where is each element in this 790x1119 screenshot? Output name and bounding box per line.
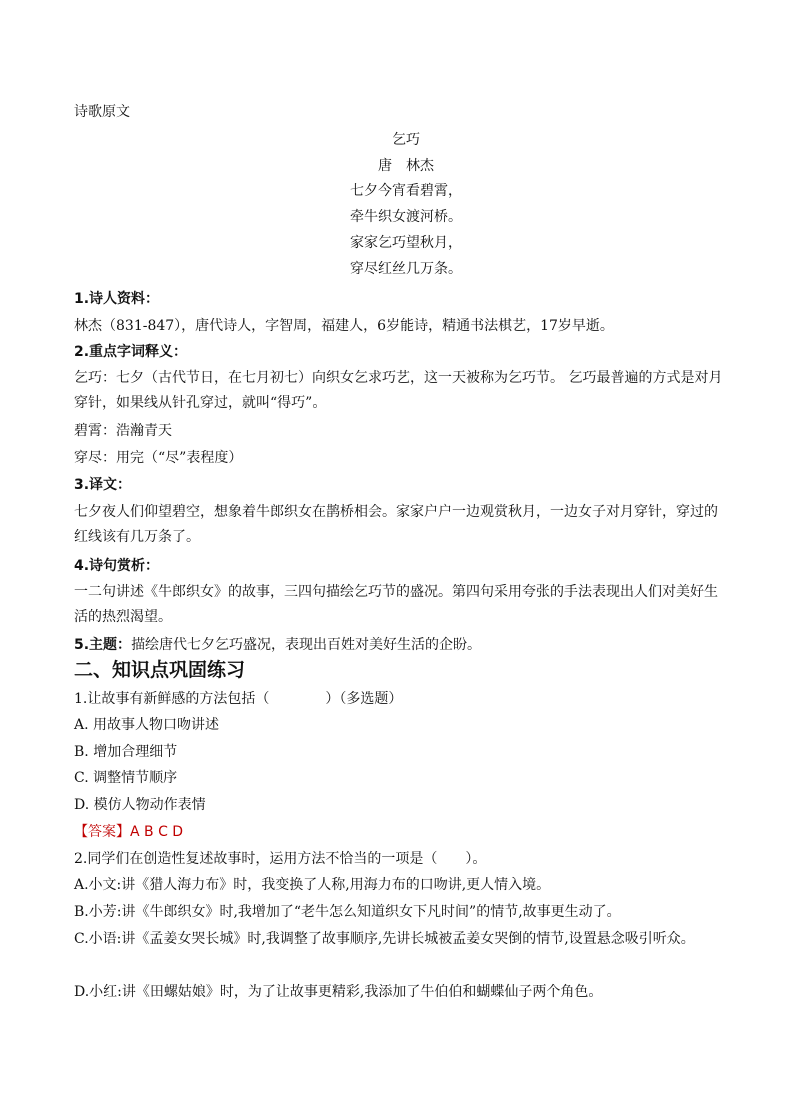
q1-option: B. 增加合理细节 xyxy=(74,744,178,760)
vocab-item: 碧霄：浩瀚青天 xyxy=(74,423,172,439)
q1-option: A. 用故事人物口吻讲述 xyxy=(74,717,220,733)
translation-heading: 3.译文： xyxy=(74,477,132,493)
poem-author: 唐 林杰 xyxy=(378,158,434,174)
q1-stem: 1.让故事有新鲜感的方法包括（ ）（多选题） xyxy=(74,691,403,707)
poem-line: 牵牛织女渡河桥。 xyxy=(350,209,462,225)
answer-value: A B C D xyxy=(130,824,184,840)
theme-line xyxy=(74,635,730,655)
q2-option: B.小芳:讲《牛郎织女》时,我增加了“老牛怎么知道织女下凡时间”的情节,故事更生动了。 xyxy=(74,904,621,920)
answer-label: 【答案】 xyxy=(74,824,130,840)
q2-option: A.小文:讲《猎人海力布》时，我变换了人称,用海力布的口吻讲,更人情入境。 xyxy=(74,877,551,893)
theme-heading: 5.主题： xyxy=(74,637,132,653)
q1-option: D. 模仿人物动作表情 xyxy=(74,797,206,813)
q1-option: C. 调整情节顺序 xyxy=(74,770,178,786)
poem-line: 七夕今宵看碧霄， xyxy=(350,183,462,199)
appreciation-heading: 4.诗句赏析： xyxy=(74,558,160,574)
q2-option: C.小语:讲《孟姜女哭长城》时,我调整了故事顺序,先讲长城被孟姜女哭倒的情节,设置悬念吸引听众。 xyxy=(74,931,695,947)
appreciation-text: 一二句讲述《牛郎织女》的故事，三四句描绘乞巧节的盛况。第四句采用夸张的手法表现出人们对美好生活的热烈渴望。 xyxy=(74,584,718,625)
vocab-heading: 2.重点字词释义： xyxy=(74,344,188,360)
poem-title: 乞巧 xyxy=(392,132,420,148)
poem-line: 穿尽红丝几万条。 xyxy=(350,261,462,277)
section2-title: 二、知识点巩固练习 xyxy=(74,659,246,681)
poem-section-label: 诗歌原文 xyxy=(74,104,130,120)
vocab-item: 乞巧：七夕（古代节日，在七月初七）向织女乞求巧艺，这一天被称为乞巧节。 乞巧最普遍的方式是对月穿针，如果线从针孔穿过，就叫“得巧”。 xyxy=(74,370,723,411)
poem-line: 家家乞巧望秋月， xyxy=(350,235,462,251)
q2-option: D.小红:讲《田螺姑娘》时，为了让故事更精彩,我添加了牛伯伯和蝴蝶仙子两个角色。 xyxy=(74,984,603,1000)
q2-stem: 2.同学们在创造性复述故事时，运用方法不恰当的一项是（ ）。 xyxy=(74,851,487,867)
poet-info-text: 林杰（831-847），唐代诗人，字智周，福建人，6岁能诗，精通书法棋艺，17岁早逝。 xyxy=(74,318,614,334)
q1-answer xyxy=(74,822,730,842)
vocab-item: 穿尽：用完（“尽”表程度） xyxy=(74,450,243,466)
translation-text: 七夕夜人们仰望碧空，想象着牛郎织女在鹊桥相会。家家户户一边观赏秋月，一边女子对月穿针，穿过的红线该有几万条了。 xyxy=(74,504,718,545)
poet-info-heading: 1.诗人资料： xyxy=(74,291,160,307)
theme-text: 描绘唐代七夕乞巧盛况，表现出百姓对美好生活的企盼。 xyxy=(131,637,482,653)
